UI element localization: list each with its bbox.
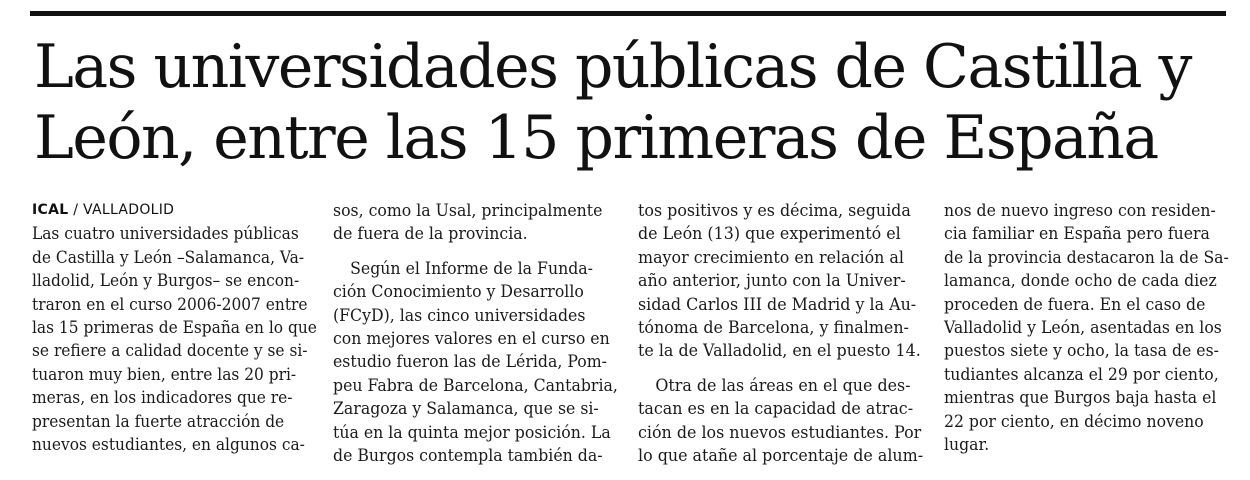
text-line: tacan es en la capacidad de atrac- xyxy=(638,399,914,419)
text-line: mientras que Burgos baja hasta el xyxy=(944,388,1217,408)
article-headline xyxy=(34,32,1224,174)
byline-agency: ICAL xyxy=(32,202,69,218)
text-line: tos positivos y es décima, seguida xyxy=(638,201,911,220)
text-line: Otra de las áreas en el que des- xyxy=(655,375,911,395)
text-line: año anterior, junto con la Univer- xyxy=(638,271,906,291)
text-line: lladolid, León y Burgos– se encon- xyxy=(32,271,300,291)
text-line: las 15 primeras de España en lo que xyxy=(32,317,317,337)
text-line: Según el Informe de la Funda- xyxy=(350,258,593,278)
text-line: estudio fueron las de Lérida, Pom- xyxy=(333,352,608,372)
text-line: de León (13) que experimentó el xyxy=(638,224,901,244)
article-column-2 xyxy=(333,199,632,467)
text-line: proceden de fuera. En el caso de xyxy=(944,294,1206,314)
text-line: ción de los nuevos estudiantes. Por xyxy=(638,422,922,442)
text-line: de Castilla y León –Salamanca, Va- xyxy=(32,247,305,267)
text-line: nos de nuevo ingreso con residen- xyxy=(944,201,1216,220)
headline-line: León, entre las 15 primeras de España xyxy=(34,103,1158,173)
text-line: lo que atañe al porcentaje de alum- xyxy=(638,445,924,465)
text-line: tudiantes alcanza el 29 por ciento, xyxy=(944,364,1219,384)
text-line: tónoma de Barcelona, y finalmen- xyxy=(638,317,909,337)
text-line: (FCyD), las cinco universidades xyxy=(333,305,586,325)
byline xyxy=(32,199,337,222)
headline-line: Las universidades públicas de Castilla y xyxy=(34,32,1191,102)
text-line: nuevos estudiantes, en algunos ca- xyxy=(32,434,305,454)
text-line: con mejores valores en el curso en xyxy=(333,328,610,348)
text-line: de fuera de la provincia. xyxy=(333,224,528,244)
text-line: sidad Carlos III de Madrid y la Au- xyxy=(638,294,917,314)
text-line: 22 por ciento, en décimo noveno xyxy=(944,411,1204,431)
text-line: cia familiar en España pero fuera xyxy=(944,224,1210,244)
text-line: túa en la quinta mejor posición. La xyxy=(333,422,611,442)
top-rule xyxy=(30,11,1226,16)
text-line: lamanca, donde ocho de cada diez xyxy=(944,271,1217,291)
text-line: ción Conocimiento y Desarrollo xyxy=(333,282,584,302)
text-line: sos, como la Usal, principalmente xyxy=(333,201,603,220)
text-line: tuaron muy bien, entre las 20 pri- xyxy=(32,364,297,384)
text-line: traron en el curso 2006-2007 entre xyxy=(32,294,308,314)
byline-location: / VALLADOLID xyxy=(73,202,175,218)
text-line: lugar. xyxy=(944,434,990,454)
text-line: de Burgos contempla también da- xyxy=(333,445,603,465)
text-line: peu Fabra de Barcelona, Cantabria, xyxy=(333,375,618,395)
text-line: meras, en los indicadores que re- xyxy=(32,388,293,408)
article-column-4 xyxy=(944,199,1244,456)
text-line: te la de Valladolid, en el puesto 14. xyxy=(638,341,921,361)
text-line: puestos siete y ocho, la tasa de es- xyxy=(944,341,1219,361)
text-line: Zaragoza y Salamanca, que se si- xyxy=(333,399,599,419)
text-line: presentan la fuerte atracción de xyxy=(32,411,285,431)
article-column-3 xyxy=(638,199,934,467)
article-column-1 xyxy=(32,199,337,456)
text-line: Valladolid y León, asentadas en los xyxy=(944,317,1222,337)
text-line: Las cuatro universidades públicas xyxy=(32,224,299,244)
text-line: mayor crecimiento en relación al xyxy=(638,247,904,267)
text-line: se refiere a calidad docente y se si- xyxy=(32,341,308,361)
text-line: de la provincia destacaron la de Sa- xyxy=(944,247,1229,267)
